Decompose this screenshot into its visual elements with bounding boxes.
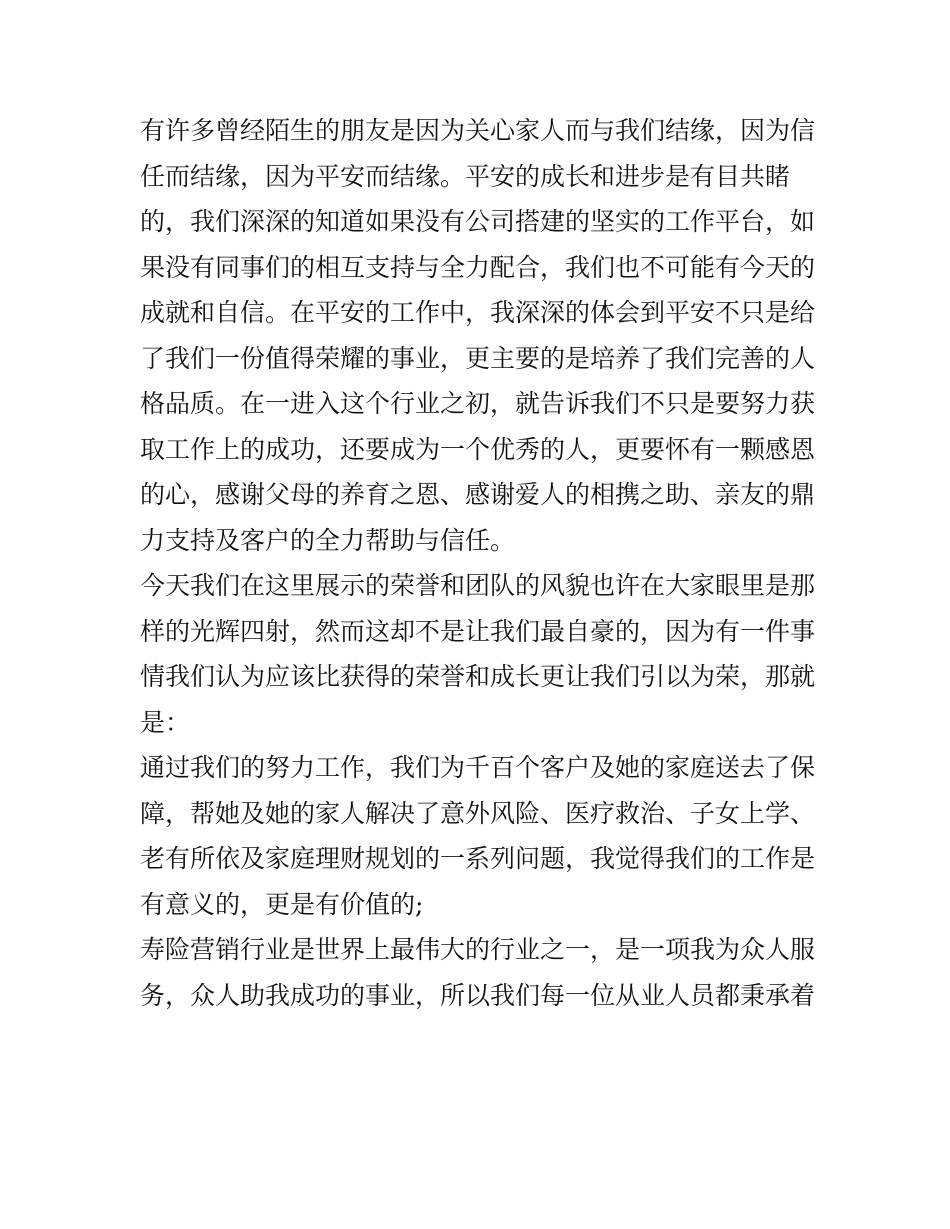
text-line: 了我们一份值得荣耀的事业，更主要的是培养了我们完善的人 [140, 343, 816, 373]
text-line: 成就和自信。在平安的工作中，我深深的体会到平安不只是给 [140, 298, 816, 327]
document-body [140, 108, 816, 1018]
text-line: 老有所依及家庭理财规划的一系列问题，我觉得我们的工作是 [140, 844, 816, 873]
text-line: 寿险营销行业是世界上最伟大的行业之一，是一项我为众人服 [140, 935, 816, 964]
text-line: 任而结缘，因为平安而结缘。平安的成长和进步是有目共睹 [140, 161, 791, 191]
text-line: 有意义的，更是有价值的; [140, 889, 424, 919]
text-line: 格品质。在一进入这个行业之初，就告诉我们不只是要努力获 [140, 389, 816, 418]
text-line: 务，众人助我成功的事业，所以我们每一位从业人员都秉承着 [140, 980, 816, 1010]
text-line: 有许多曾经陌生的朋友是因为关心家人而与我们结缘，因为信 [140, 116, 816, 145]
text-line: 力支持及客户的全力帮助与信任。 [140, 525, 516, 555]
text-line: 的心，感谢父母的养育之恩、感谢爱人的相携之助、亲友的鼎 [140, 480, 816, 509]
text-line: 情我们认为应该比获得的荣誉和成长更让我们引以为荣，那就 [140, 662, 816, 691]
text-line: 的，我们深深的知道如果没有公司搭建的坚实的工作平台，如 [140, 207, 816, 236]
text-line: 是： [140, 707, 191, 737]
text-line: 障，帮她及她的家人解决了意外风险、医疗救治、子女上学、 [140, 798, 816, 828]
text-line: 通过我们的努力工作，我们为千百个客户及她的家庭送去了保 [140, 753, 816, 782]
text-line: 样的光辉四射，然而这却不是让我们最自豪的，因为有一件事 [140, 616, 816, 646]
text-line: 取工作上的成功，还要成为一个优秀的人，更要怀有一颗感恩 [140, 434, 816, 464]
text-line: 果没有同事们的相互支持与全力配合，我们也不可能有今天的 [140, 252, 816, 282]
text-line: 今天我们在这里展示的荣誉和团队的风貌也许在大家眼里是那 [140, 571, 816, 600]
